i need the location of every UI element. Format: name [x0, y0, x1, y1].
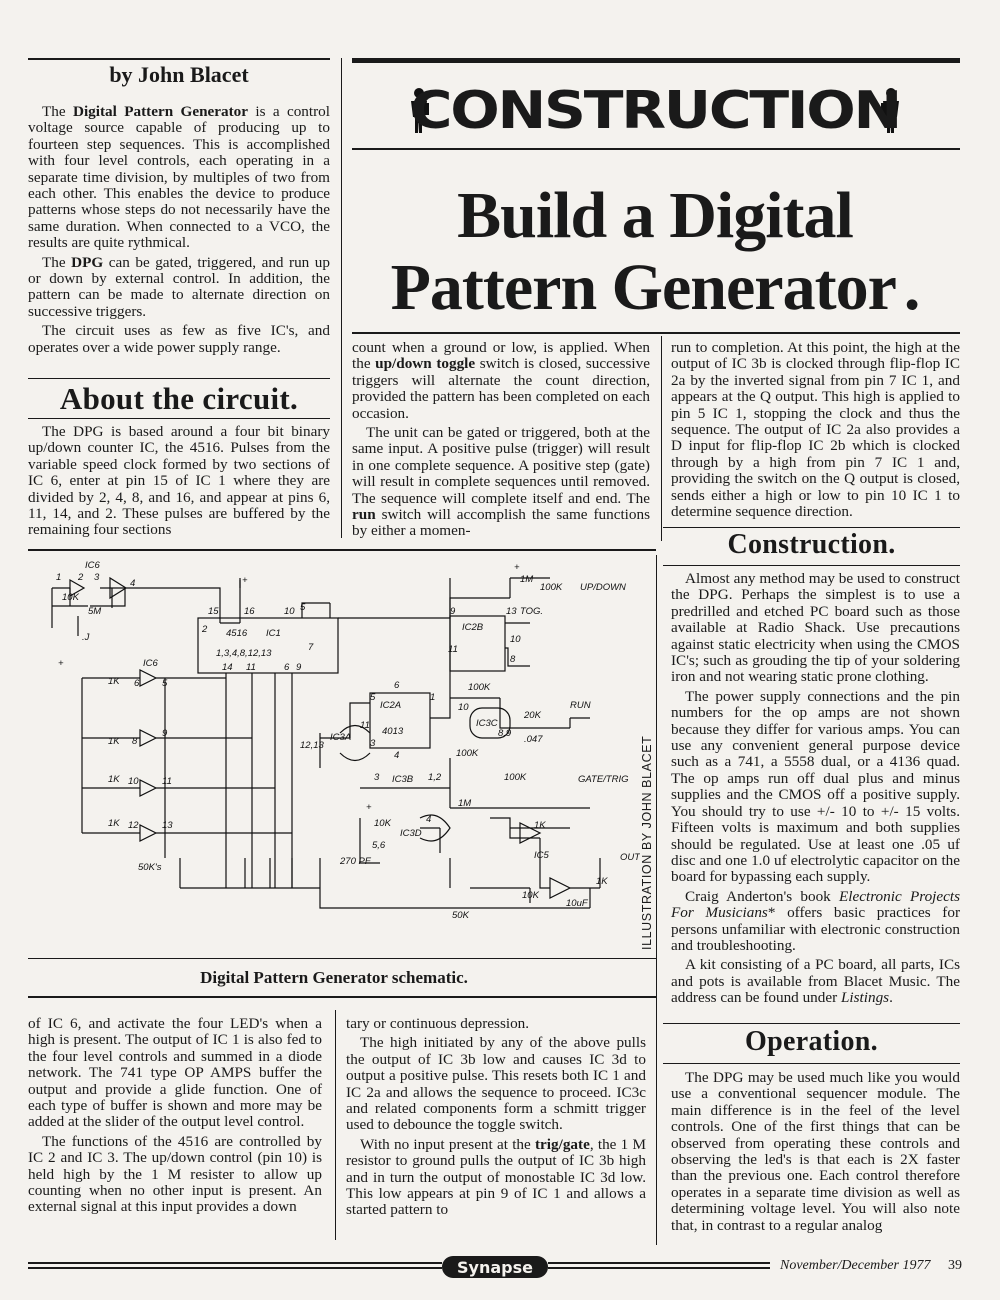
- sch-label: IC3C: [476, 718, 498, 729]
- sch-label: 5M: [88, 606, 102, 617]
- sch-label: IC6: [85, 560, 100, 571]
- sch-label: IC3A: [330, 732, 352, 743]
- sch-label: 1,2: [428, 772, 442, 783]
- sch-label: 50K's: [138, 862, 162, 873]
- page-headline: [350, 180, 960, 324]
- construction-heading: Construction.: [727, 529, 896, 560]
- sch-label: RUN: [570, 700, 591, 711]
- sch-label: .J: [82, 632, 90, 643]
- bottom-divider: [335, 1010, 336, 1240]
- headline-rule: [352, 332, 960, 334]
- text-run: The circuit uses as few as five IC's, and operates over a wide power supply range.: [28, 322, 330, 356]
- intro-column: [28, 104, 330, 359]
- sch-label: 11: [360, 720, 370, 731]
- bottom-mid-column: [346, 1016, 646, 1222]
- illustration-credit: ILLUSTRATION BY JOHN BLACET: [640, 735, 654, 950]
- sch-label: IC5: [534, 850, 549, 861]
- sch-label: 6: [394, 680, 400, 691]
- sch-label: 12,13: [300, 740, 324, 751]
- text-run: count when a ground or low, is applied. When the: [352, 339, 650, 373]
- sch-label: 1: [430, 692, 436, 703]
- issue-date: November/December 1977: [780, 1258, 931, 1273]
- schematic-diagram: [30, 558, 640, 948]
- sch-label: 13: [506, 606, 517, 617]
- construction-rule-bottom: [663, 565, 960, 566]
- mid-divider: [661, 336, 662, 541]
- bottom-mid-p1: tary or continuous depression.: [346, 1015, 530, 1032]
- operation-column: [671, 1070, 960, 1237]
- sch-label: 1K: [108, 736, 120, 747]
- about-rule-bottom: [28, 418, 330, 419]
- bottom-left-p2: The functions of the 4516 are controlled by IC 2 and IC 3. The up/down control (pin 10) is held high by the 1 M resister to allow up counting when no other input is present. An external signal at this input provides a down: [28, 1132, 322, 1216]
- bold-text: up/down toggle: [375, 355, 476, 373]
- sch-label: 15: [208, 606, 219, 617]
- sch-label: 270 PF: [340, 856, 371, 867]
- operation-p1: The DPG may be used much like you would use a conventional sequencer module. The main difference is in the feel of the level controls. One of the first things that can be observed from operating these controls and observing the led's is that each is 2X faster than the previous one. Each control therefore operates in a separate time division as well as determining voltage level. You will also note that, in contrast to a regular analog: [671, 1069, 960, 1234]
- headline-dot: .: [903, 251, 920, 324]
- sch-label: 6: [134, 678, 140, 689]
- sch-label: 3: [374, 772, 380, 783]
- sch-label: 5: [300, 602, 306, 613]
- sch-label: UP/DOWN: [580, 582, 626, 593]
- sch-label: 1K: [534, 820, 546, 831]
- text-run: , the 1 M resistor to ground pulls the output of IC 3b high and in turn the output of monostable IC 3d low. This low appears at pin 9 of IC 1 and allows a started pattern to: [346, 1135, 647, 1219]
- sch-label: 10K: [62, 592, 79, 603]
- headline-line2-text: Pattern Generator: [390, 251, 896, 324]
- about-p1: The DPG is based around a four bit binary up/down counter IC, the 4516. Pulses from the variable speed clock formed by two sections of IC 6, enter at pin 15 of IC 1 where they are divided by 2, 4, 8, and 16, and appear at pins 6, 11, 14, and 2. These pulses are buffered by the remaining four sections: [28, 423, 330, 539]
- operation-heading: Operation.: [745, 1026, 878, 1057]
- sch-label: 1K: [108, 676, 120, 687]
- byline: by John Blacet: [109, 62, 249, 87]
- sch-label: 4516: [226, 628, 248, 639]
- construction-p4: [671, 957, 960, 1006]
- intro-p1: [28, 104, 330, 252]
- sch-label: 10: [510, 634, 521, 645]
- bottom-mid-p2: The high initiated by any of the above pulls the output of IC 3b low and causes IC 3d to output a positive pulse. This resets both IC 1 and IC 2a and allows the sequence to proceed. IC3c and related components form a schmitt trigger used to debounce the toggle switch.: [346, 1034, 646, 1134]
- italic-text: Listings: [840, 989, 890, 1007]
- about-column: [28, 424, 330, 542]
- bottom-mid-p3: [346, 1137, 646, 1219]
- schematic-rule-bottom: [28, 996, 656, 998]
- text-run: With no input present at the: [360, 1135, 535, 1153]
- about-heading: About the circuit.: [59, 381, 299, 416]
- sch-label: +: [514, 562, 520, 573]
- banner-rule: [352, 148, 960, 150]
- sch-label: TOG.: [520, 606, 544, 617]
- sch-label: 10K: [374, 818, 391, 829]
- sch-label: 1: [56, 572, 62, 583]
- operation-rule-bottom: [663, 1063, 960, 1064]
- bold-text: trig/gate: [535, 1135, 590, 1153]
- sch-label: .047: [524, 734, 543, 745]
- sch-label: 14: [222, 662, 233, 673]
- sch-label: IC2B: [462, 622, 484, 633]
- sch-label: 13: [162, 820, 173, 831]
- page-number: 39: [948, 1258, 962, 1273]
- sch-label: 5,6: [372, 840, 386, 851]
- mid-top-p2: [352, 425, 650, 540]
- text-run: switch is closed, successive triggers will alternate the count direction, provided the pattern has been completed on each occasion.: [352, 355, 650, 422]
- sch-label: 100K: [468, 682, 491, 693]
- sch-label: IC3D: [400, 828, 422, 839]
- construction-p2: The power supply connections and the pin numbers for the op amps are not shown because they differ for various amps. You can use any convenient general purpose device such as a 741, a 5558 dual, or a 4136 quad. The op amps run off dual plus and minus supplies and the CMOS off a positive supply. You should try to use +/- 10 to +/- 15 volts. Fifteen volts is maximum and both supplies should be regulated. Use at least one .05 uf disc and one 1.0 uf electrolytic capacitor on the board for bypassing each supply.: [671, 687, 960, 886]
- top-rule-right: [352, 58, 960, 63]
- sch-label: 4: [426, 814, 432, 825]
- top-rule-left: [28, 58, 330, 60]
- footer-rule-right: [548, 1262, 770, 1264]
- bold-text: Digital Pattern Generator: [72, 103, 248, 120]
- right-top-p1: run to completion. At this point, the high at the output of IC 3b is clocked through flip-flop IC 2a by the inverted signal from pin 7 IC 1, and appears at the Q output. This high is applied to pin 5 IC 1, stopping the clock and thus the sequence. The output of IC 2a also provides a D input for flip-flop IC 2b which is clocked through by a high from pin 7 IC 1 and, providing the switch on the Q output is closed, sends either a high or low to pin 10 IC 1 to determine sequence direction.: [671, 339, 960, 521]
- sch-label: 100K: [456, 748, 479, 759]
- sch-label: 16: [244, 606, 255, 617]
- mid-top-column: [352, 340, 650, 543]
- text-run: .: [889, 989, 893, 1007]
- sch-label: 1M: [458, 798, 472, 809]
- text-run: The: [42, 253, 72, 271]
- sch-label: 11: [246, 662, 256, 673]
- sch-label: 1M: [520, 574, 534, 585]
- sch-label: IC2A: [380, 700, 402, 711]
- sch-label: 1,3,4,8,12,13: [216, 648, 272, 659]
- sch-label: IC6: [143, 658, 158, 669]
- text-run: * offers basic practices for persons unfamiliar with electronic construction and troubleshooting.: [671, 904, 961, 954]
- sch-label: 2: [78, 572, 84, 583]
- sch-label: IC3B: [392, 774, 414, 785]
- sch-label: 3: [94, 572, 100, 583]
- sch-label: 50K: [452, 910, 469, 921]
- sch-label: 1K: [596, 876, 608, 887]
- footer-rule-right-2: [548, 1267, 770, 1269]
- footer-rule-left-2: [28, 1267, 442, 1269]
- text-run: Craig Anderton's book: [685, 887, 840, 905]
- sch-label: 10uF: [566, 898, 588, 909]
- logo-text: Synapse: [457, 1258, 533, 1277]
- sch-label: 7: [308, 642, 314, 653]
- banner-title: CONSTRUCTION: [409, 81, 901, 141]
- sch-label: +: [242, 575, 248, 586]
- synapse-logo: [442, 1254, 548, 1280]
- sch-label: 10K: [522, 890, 539, 901]
- sch-label: 4: [130, 578, 136, 589]
- text-run: switch will accomplish the same functions by either a momen-: [352, 506, 650, 540]
- sch-label: 12: [128, 820, 139, 831]
- text-run: The: [42, 103, 73, 120]
- sch-label: OUT: [620, 852, 640, 863]
- construction-banner: [355, 80, 955, 142]
- bottom-left-p1: of IC 6, and activate the four LED's when a high is present. The output of IC 1 is also fed to the four level controls and summed in a diode network. The 741 type OP AMPS buffer the output and provide a glide function. One of each type of buffer is shown and more may be added at the slider of the output level control.: [28, 1015, 322, 1131]
- text-run: The unit can be gated or triggered, both at the same input. A positive pulse (trigger) will result in one complete sequence. A positive step (gate) will result in complete sequences until removed. The sequence will complete itself and end. The: [352, 424, 650, 507]
- sch-label: 4: [394, 750, 400, 761]
- sch-label: 8: [510, 654, 516, 665]
- construction-p3: [671, 889, 960, 955]
- sch-label: 5: [370, 692, 376, 703]
- construction-rule-top: [663, 527, 960, 528]
- text-run: can be gated, triggered, and run up or down by external control. In addition, the pattern can be made to alternate direction on successive triggers.: [28, 253, 330, 320]
- right-top-column: [671, 340, 960, 523]
- construction-column: [671, 571, 960, 1010]
- bold-text: run: [352, 506, 376, 524]
- intro-p2: [28, 255, 330, 321]
- sch-label: +: [366, 802, 372, 813]
- sch-label: 11: [162, 776, 172, 787]
- schematic-caption: Digital Pattern Generator schematic.: [200, 968, 468, 987]
- sch-label: 5: [162, 678, 168, 689]
- column-divider: [341, 58, 342, 538]
- sch-label: +: [58, 658, 64, 669]
- sch-label: 10: [458, 702, 469, 713]
- about-rule-top: [28, 378, 330, 379]
- intro-p3: [28, 323, 330, 356]
- text-run: is a control voltage source capable of producing up to fourteen step sequences. This is accomplished with four level controls, each operating in a separate time division, by multiples of two from each other. This enables the device to produce patterns whose steps do not necessarily have the same duration. When connected to a VCO, the results are quite rythmical.: [28, 103, 330, 252]
- sch-label: 9: [162, 728, 168, 739]
- text-run: A kit consisting of a PC board, all parts, ICs and pots is available from Blacet Music. The address can be found under: [671, 956, 960, 1007]
- schematic-rule-top: [28, 549, 656, 551]
- headline-line2: [350, 252, 960, 324]
- sch-label: 1K: [108, 818, 120, 829]
- schematic-rule-mid: [28, 958, 656, 959]
- sch-label: 100K: [504, 772, 527, 783]
- sch-label: 11: [448, 644, 458, 655]
- italic-text: Electronic Projects For Musicians: [671, 887, 960, 922]
- sch-label: 8: [132, 736, 138, 747]
- schematic-labels: [56, 560, 640, 921]
- sch-label: 1K: [108, 774, 120, 785]
- bold-text: DPG: [71, 253, 104, 271]
- sch-label: 10: [284, 606, 295, 617]
- sch-label: 2: [202, 624, 208, 635]
- headline-line1: Build a Digital: [457, 179, 853, 252]
- sch-label: 3: [370, 738, 376, 749]
- right-column-divider: [656, 555, 657, 1245]
- sch-label: 9: [296, 662, 302, 673]
- sch-label: 9: [450, 606, 456, 617]
- operation-rule-top: [663, 1023, 960, 1024]
- sch-label: 20K: [524, 710, 541, 721]
- sch-label: 8,9: [498, 728, 512, 739]
- mid-top-p1: [352, 340, 650, 422]
- sch-label: 10: [128, 776, 139, 787]
- sch-label: 100K: [540, 582, 563, 593]
- bottom-left-column: [28, 1016, 322, 1219]
- footer-rule-left: [28, 1262, 442, 1264]
- sch-label: IC1: [266, 628, 281, 639]
- sch-label: 6: [284, 662, 290, 673]
- construction-p1: Almost any method may be used to construct the DPG. Perhaps the simplest is to use a predrilled and etched PC board such as those available at Radio Shack. Use precautions against static electricity when using the CMOS IC's; such as grouding the tip of your soldering iron and not wearing static prone clothing.: [671, 570, 960, 686]
- sch-label: GATE/TRIG: [578, 774, 629, 785]
- sch-label: 4013: [382, 726, 404, 737]
